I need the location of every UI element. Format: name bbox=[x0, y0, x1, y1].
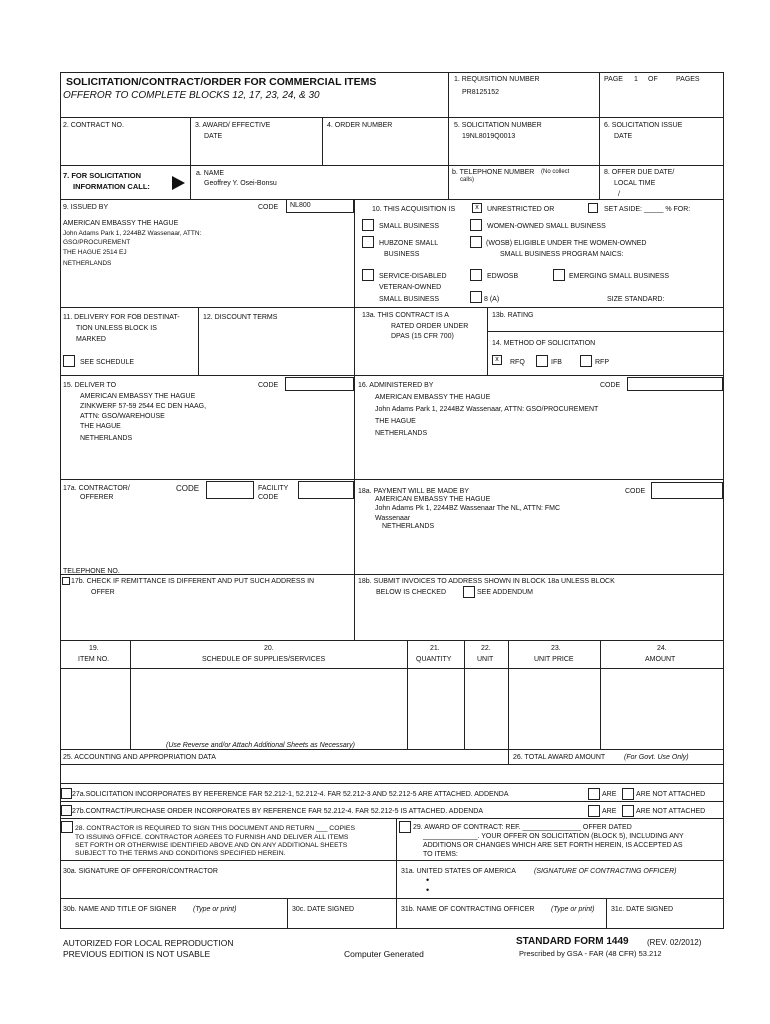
solicitation-issue-label: 6. SOLICITATION ISSUE bbox=[604, 122, 683, 129]
facility-code-label-2: CODE bbox=[258, 494, 279, 501]
form-prescribed: Prescribed by GSA - FAR (48 CFR) 53.212 bbox=[519, 949, 662, 958]
sdvosb-label-3: SMALL BUSINESS bbox=[379, 296, 440, 303]
issued-by-label: 9. ISSUED BY bbox=[63, 204, 109, 211]
delivery-fob-label-2: TION UNLESS BLOCK IS bbox=[76, 325, 157, 332]
rule bbox=[287, 898, 288, 928]
rfp-checkbox[interactable] bbox=[580, 355, 592, 367]
see-schedule-label: SEE SCHEDULE bbox=[80, 359, 135, 366]
rule bbox=[60, 668, 724, 669]
form-revision: (REV. 02/2012) bbox=[647, 938, 702, 947]
ifb-label: IFB bbox=[551, 359, 562, 366]
administered-by-line: NETHERLANDS bbox=[375, 430, 428, 437]
8a-checkbox[interactable] bbox=[470, 291, 482, 303]
remittance-label: 17b. CHECK IF REMITTANCE IS DIFFERENT AND PUT SUCH ADDRESS IN bbox=[71, 578, 315, 585]
additional-sheets-note: (Use Reverse and/or Attach Additional Sheets as Necessary) bbox=[166, 742, 355, 749]
rated-order-label-2: RATED ORDER UNDER bbox=[391, 323, 469, 330]
rule bbox=[448, 72, 449, 117]
rule bbox=[60, 818, 724, 819]
rule bbox=[60, 574, 724, 575]
order-number-label: 4. ORDER NUMBER bbox=[327, 122, 393, 129]
col-quantity-header: QUANTITY bbox=[416, 656, 452, 663]
rule bbox=[464, 640, 465, 749]
col-item-num: 19. bbox=[89, 645, 99, 652]
facility-code-label: FACILITY bbox=[258, 485, 289, 492]
requisition-label: 1. REQUISITION NUMBER bbox=[454, 76, 540, 83]
solicitation-number-value[interactable]: 19NL8019Q0013 bbox=[462, 133, 516, 140]
28-checkbox[interactable] bbox=[61, 821, 73, 833]
total-award-note: (For Govt. Use Only) bbox=[624, 754, 689, 761]
issued-by-code-field[interactable]: NL800 bbox=[286, 199, 354, 213]
rule bbox=[198, 307, 199, 375]
telephone-label: b. TELEPHONE NUMBER bbox=[452, 169, 535, 176]
deliver-to-code-label: CODE bbox=[258, 382, 279, 389]
rule bbox=[600, 640, 601, 749]
footer-computer-generated: Computer Generated bbox=[344, 949, 424, 959]
discount-terms-label: 12. DISCOUNT TERMS bbox=[203, 314, 278, 321]
payment-by-label: 18a. PAYMENT WILL BE MADE BY bbox=[358, 488, 469, 495]
payment-line: AMERICAN EMBASSY THE HAGUE bbox=[375, 496, 491, 503]
award-date-label: DATE bbox=[204, 133, 223, 140]
usa-note: (SIGNATURE OF CONTRACTING OFFICER) bbox=[534, 868, 677, 875]
29-checkbox[interactable] bbox=[399, 821, 411, 833]
rule bbox=[407, 640, 408, 749]
col-quantity-num: 21. bbox=[430, 645, 440, 652]
unrestricted-checkbox[interactable]: x bbox=[472, 203, 482, 213]
col-unit-price-header: UNIT PRICE bbox=[534, 656, 574, 663]
unrestricted-label: UNRESTRICTED OR bbox=[487, 206, 555, 213]
page-label: PAGE bbox=[604, 76, 623, 83]
issued-by-code-label: CODE bbox=[258, 204, 279, 211]
form-number: STANDARD FORM 1449 bbox=[516, 936, 629, 947]
administered-by-line: THE HAGUE bbox=[375, 418, 416, 425]
rule bbox=[354, 199, 355, 640]
rule bbox=[60, 117, 724, 118]
contract-no-label: 2. CONTRACT NO. bbox=[63, 122, 124, 129]
wosb-program-label: SMALL BUSINESS PROGRAM NAICS: bbox=[500, 251, 624, 258]
rule bbox=[60, 749, 724, 750]
rule bbox=[508, 749, 509, 764]
deliver-to-line: NETHERLANDS bbox=[80, 435, 133, 442]
contractor-label: 17a. CONTRACTOR/ bbox=[63, 485, 130, 492]
sdvosb-checkbox[interactable] bbox=[362, 269, 374, 281]
info-call-label: 7. FOR SOLICITATION bbox=[63, 171, 142, 180]
27b-are-label: ARE bbox=[602, 808, 617, 815]
signer-name-label: 30b. NAME AND TITLE OF SIGNER bbox=[63, 906, 177, 913]
of-label: OF bbox=[648, 76, 658, 83]
small-business-checkbox[interactable] bbox=[362, 219, 374, 231]
rule bbox=[487, 307, 488, 375]
issued-by-line: GSO/PROCUREMENT bbox=[63, 239, 131, 246]
payment-line: John Adams Pk 1, 2244BZ Wassenaar The NL, ATTN: FMC bbox=[375, 505, 561, 512]
col-unit-price-num: 23. bbox=[551, 645, 561, 652]
sdvosb-label-2: VETERAN-OWNED bbox=[379, 284, 442, 291]
col-schedule-num: 20. bbox=[264, 645, 274, 652]
deliver-to-line: ZINKWERF 57-59 2544 EC DEN HAAG, bbox=[80, 403, 207, 410]
rule bbox=[606, 898, 607, 928]
offeror-signature-label: 30a. SIGNATURE OF OFFEROR/CONTRACTOR bbox=[63, 868, 218, 875]
rule bbox=[60, 479, 724, 480]
29-label-4: TO ITEMS: bbox=[423, 851, 458, 858]
set-aside-label: SET ASIDE: _____ % FOR: bbox=[604, 206, 691, 213]
accounting-label: 25. ACCOUNTING AND APPROPRIATION DATA bbox=[63, 754, 216, 761]
col-amount-header: AMOUNT bbox=[645, 656, 676, 663]
col-schedule-header: SCHEDULE OF SUPPLIES/SERVICES bbox=[202, 656, 326, 663]
issued-by-line: NETHERLANDS bbox=[63, 260, 112, 267]
telephone-note-2: calls) bbox=[460, 177, 475, 183]
officer-date-label: 31c. DATE SIGNED bbox=[611, 906, 674, 913]
footer-reproduction: AUTORIZED FOR LOCAL REPRODUCTION bbox=[63, 938, 234, 948]
contracting-officer-name-label: 31b. NAME OF CONTRACTING OFFICER bbox=[401, 906, 535, 913]
rule bbox=[60, 375, 724, 376]
rule bbox=[60, 764, 724, 765]
offeror-date-label: 30c. DATE SIGNED bbox=[292, 906, 355, 913]
27b-are-checkbox[interactable] bbox=[588, 805, 600, 817]
offer-due-slash: / bbox=[618, 191, 620, 198]
rule bbox=[190, 165, 191, 199]
rule bbox=[723, 72, 724, 928]
page-number: 1 bbox=[634, 76, 638, 83]
rule bbox=[60, 860, 724, 861]
hubzone-checkbox[interactable] bbox=[362, 236, 374, 248]
rule bbox=[599, 72, 600, 117]
acquisition-label: 10. THIS ACQUISITION IS bbox=[372, 206, 456, 213]
contractor-code-label: CODE bbox=[176, 484, 200, 493]
rule bbox=[60, 928, 724, 929]
27b-are-not-label: ARE NOT ATTACHED bbox=[636, 808, 706, 815]
remittance-label-2: OFFER bbox=[91, 589, 115, 596]
bullet: • bbox=[426, 885, 430, 895]
solicitation-issue-date-label: DATE bbox=[614, 133, 633, 140]
remittance-checkbox[interactable] bbox=[62, 577, 70, 585]
rule bbox=[60, 307, 724, 308]
28-label-3: SET FORTH OR OTHERWISE IDENTIFIED ABOVE AND ON ANY ADDITIONAL SHEETS bbox=[75, 842, 348, 849]
contractor-label-2: OFFERER bbox=[80, 494, 114, 501]
administered-by-code-field[interactable] bbox=[627, 377, 723, 391]
arrow-right-icon bbox=[172, 176, 185, 190]
29-label: 29. AWARD OF CONTRACT: REF. _______________ OFFER DATED bbox=[413, 824, 632, 831]
sdvosb-label: SERVICE-DISABLED bbox=[379, 273, 447, 280]
payment-line: Wassenaar bbox=[375, 515, 411, 522]
contractor-code-field[interactable] bbox=[206, 481, 254, 499]
deliver-to-line: THE HAGUE bbox=[80, 423, 121, 430]
solicitation-number-label: 5. SOLICITATION NUMBER bbox=[454, 122, 542, 129]
payment-code-label: CODE bbox=[625, 488, 646, 495]
rfq-checkbox[interactable]: x bbox=[492, 355, 502, 365]
deliver-to-line: AMERICAN EMBASSY THE HAGUE bbox=[80, 393, 196, 400]
rating-label: 13b. RATING bbox=[492, 312, 534, 319]
edwosb-label: EDWOSB bbox=[487, 273, 519, 280]
rated-order-label-3: DPAS (15 CFR 700) bbox=[391, 333, 454, 340]
form-subtitle: OFFEROR TO COMPLETE BLOCKS 12, 17, 23, 24, & 30 bbox=[63, 90, 320, 101]
issued-by-line: THE HAGUE 2514 EJ bbox=[63, 249, 127, 256]
col-unit-num: 22. bbox=[481, 645, 491, 652]
rule bbox=[508, 640, 509, 749]
emerging-label: EMERGING SMALL BUSINESS bbox=[569, 273, 670, 280]
wosb-label: WOMEN-OWNED SMALL BUSINESS bbox=[487, 223, 606, 230]
small-business-label: SMALL BUSINESS bbox=[379, 223, 440, 230]
contracting-officer-name-note: (Type or print) bbox=[551, 906, 595, 913]
27a-are-checkbox[interactable] bbox=[588, 788, 600, 800]
col-amount-num: 24. bbox=[657, 645, 667, 652]
usa-label: 31a. UNITED STATES OF AMERICA bbox=[401, 868, 516, 875]
offer-due-time-label: LOCAL TIME bbox=[614, 180, 656, 187]
facility-code-field[interactable] bbox=[298, 481, 354, 499]
total-award-label: 26. TOTAL AWARD AMOUNT bbox=[513, 754, 606, 761]
emerging-checkbox[interactable] bbox=[553, 269, 565, 281]
27b-are-not-checkbox[interactable] bbox=[622, 805, 634, 817]
deliver-to-line: ATTN: GSO/WAREHOUSE bbox=[80, 413, 165, 420]
wosb-checkbox[interactable] bbox=[470, 219, 482, 231]
27a-are-not-checkbox[interactable] bbox=[622, 788, 634, 800]
contact-name[interactable]: Geoffrey Y. Osei-Bonsu bbox=[204, 180, 277, 187]
28-label-4: SUBJECT TO THE TERMS AND CONDITIONS SPECIFIED HEREIN. bbox=[75, 850, 286, 857]
offer-due-label: 8. OFFER DUE DATE/ bbox=[604, 169, 675, 176]
wosb-eligible-label: (WOSB) ELIGIBLE UNDER THE WOMEN-OWNED bbox=[486, 240, 647, 247]
rule bbox=[322, 117, 323, 165]
28-label: 28. CONTRACTOR IS REQUIRED TO SIGN THIS DOCUMENT AND RETURN ___ COPIES bbox=[75, 825, 355, 832]
telephone-no-label: TELEPHONE NO. bbox=[63, 568, 120, 575]
issued-by-line: AMERICAN EMBASSY THE HAGUE bbox=[63, 220, 179, 227]
col-item-header: ITEM NO. bbox=[78, 656, 110, 663]
signer-name-note: (Type or print) bbox=[193, 906, 237, 913]
rfq-label: RFQ bbox=[510, 359, 525, 366]
method-label: 14. METHOD OF SOLICITATION bbox=[492, 340, 596, 347]
administered-by-line: AMERICAN EMBASSY THE HAGUE bbox=[375, 394, 491, 401]
pages-label: PAGES bbox=[676, 76, 700, 83]
rule bbox=[448, 117, 449, 199]
submit-invoices-label: 18b. SUBMIT INVOICES TO ADDRESS SHOWN IN BLOCK 18a UNLESS BLOCK bbox=[358, 578, 615, 585]
issued-by-line: John Adams Park 1, 2244BZ Wassenaar, ATTN: bbox=[63, 230, 202, 237]
rule bbox=[599, 117, 600, 199]
rule bbox=[60, 640, 724, 641]
col-unit-header: UNIT bbox=[477, 656, 494, 663]
size-standard-label: SIZE STANDARD: bbox=[607, 296, 665, 303]
submit-invoices-label-2: BELOW IS CHECKED bbox=[376, 589, 447, 596]
29-label-2: ______________. YOUR OFFER ON SOLICITATION (BLOCK 5), INCLUDING ANY bbox=[423, 833, 684, 840]
telephone-note: (No collect bbox=[541, 169, 570, 175]
8a-label: 8 (A) bbox=[484, 296, 500, 303]
deliver-to-label: 15. DELIVER TO bbox=[63, 382, 117, 389]
bullet: • bbox=[426, 875, 430, 885]
payment-code-field[interactable] bbox=[651, 482, 723, 499]
see-addendum-label: SEE ADDENDUM bbox=[477, 589, 534, 596]
rated-order-label: 13a. THIS CONTRACT IS A bbox=[362, 312, 449, 319]
29-label-3: ADDITIONS OR CHANGES WHICH ARE SET FORTH HEREIN, IS ACCEPTED AS bbox=[423, 842, 683, 849]
28-label-2: TO ISSUING OFFICE. CONTRACTOR AGREES TO FURNISH AND DELIVER ALL ITEMS bbox=[75, 834, 349, 841]
footer-previous-edition: PREVIOUS EDITION IS NOT USABLE bbox=[63, 949, 211, 959]
rule bbox=[130, 640, 131, 749]
rule bbox=[60, 783, 724, 784]
delivery-fob-label: 11. DELIVERY FOR FOB DESTINAT- bbox=[63, 314, 180, 321]
name-label: a. NAME bbox=[196, 170, 225, 177]
rfp-label: RFP bbox=[595, 359, 609, 366]
administered-by-line: John Adams Park 1, 2244BZ Wassenaar, ATTN: GSO/PROCUREMENT bbox=[375, 406, 599, 413]
rule bbox=[396, 818, 397, 928]
set-aside-checkbox[interactable] bbox=[588, 203, 598, 213]
27a-are-not-label: ARE NOT ATTACHED bbox=[636, 791, 706, 798]
administered-by-label: 16. ADMINISTERED BY bbox=[358, 382, 434, 389]
rule bbox=[60, 72, 724, 73]
ifb-checkbox[interactable] bbox=[536, 355, 548, 367]
award-label: 3. AWARD/ EFFECTIVE bbox=[195, 122, 271, 129]
info-call-label-2: INFORMATION CALL: bbox=[73, 182, 150, 191]
rule bbox=[60, 199, 724, 200]
rule bbox=[60, 801, 724, 802]
requisition-value[interactable]: PR8125152 bbox=[462, 89, 499, 96]
rule bbox=[60, 898, 724, 899]
27a-checkbox[interactable] bbox=[61, 788, 72, 799]
edwosb-checkbox[interactable] bbox=[470, 269, 482, 281]
hubzone-label-2: BUSINESS bbox=[384, 251, 420, 258]
27b-checkbox[interactable] bbox=[61, 805, 72, 816]
rule bbox=[190, 117, 191, 165]
rule bbox=[487, 331, 723, 332]
rule bbox=[60, 165, 724, 166]
deliver-to-code-field[interactable] bbox=[285, 377, 354, 391]
see-schedule-checkbox[interactable] bbox=[63, 355, 75, 367]
27a-label: 27a.SOLICITATION INCORPORATES BY REFERENCE FAR 52.212-1, 52.212-4. FAR 52.212-3 AND 52.212-5 ARE ATTACHED. ADDENDA bbox=[72, 791, 509, 798]
delivery-fob-label-3: MARKED bbox=[76, 336, 106, 343]
27a-are-label: ARE bbox=[602, 791, 617, 798]
27b-label: 27b.CONTRACT/PURCHASE ORDER INCORPORATES BY REFERENCE FAR 52.212-4. FAR 52.212-5 IS ATTACHED. ADDENDA bbox=[72, 808, 484, 815]
hubzone-label: HUBZONE SMALL bbox=[379, 240, 439, 247]
payment-line: NETHERLANDS bbox=[382, 523, 435, 530]
administered-by-code-label: CODE bbox=[600, 382, 621, 389]
see-addendum-checkbox[interactable] bbox=[463, 586, 475, 598]
form-title: SOLICITATION/CONTRACT/ORDER FOR COMMERCIAL ITEMS bbox=[66, 76, 377, 88]
wosb-eligible-checkbox[interactable] bbox=[470, 236, 482, 248]
rule bbox=[60, 72, 61, 928]
